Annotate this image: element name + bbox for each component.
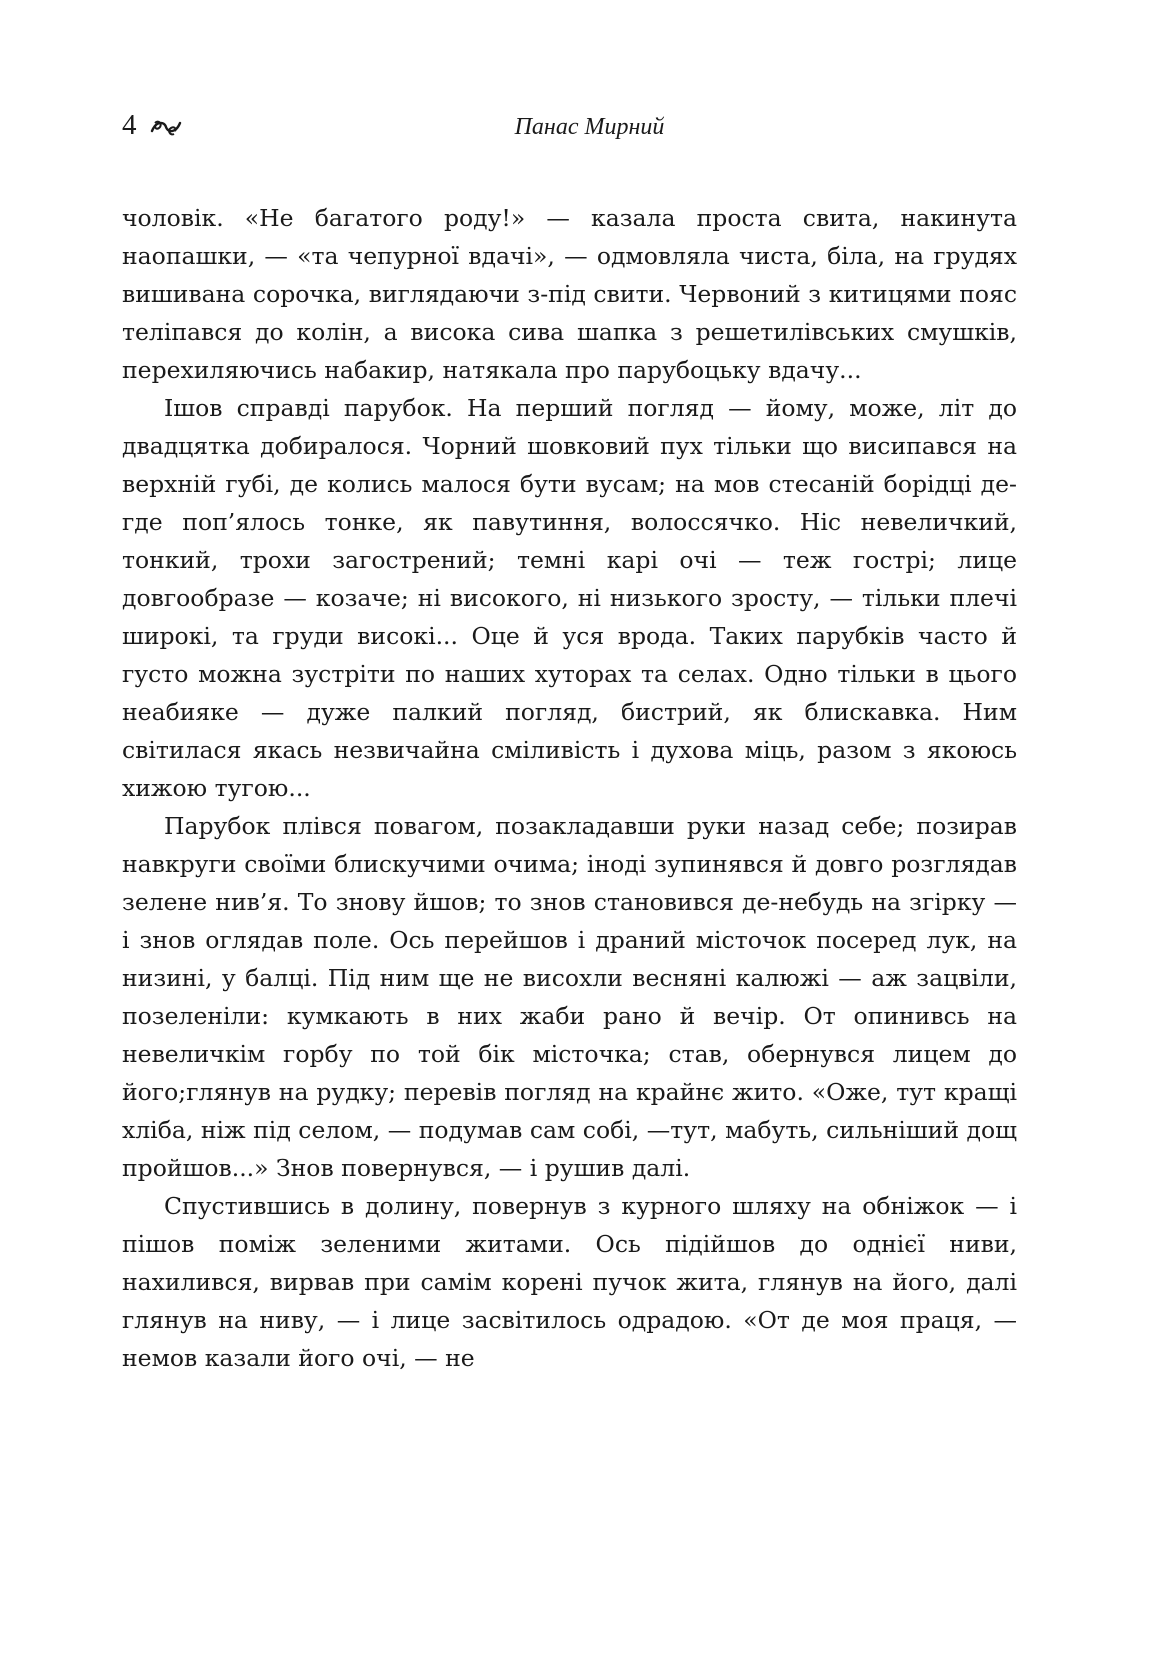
page-number: 4 xyxy=(122,109,137,141)
paragraph: Ішов справді парубок. На перший погляд — йому, може, літ до двадцятка добиралося. Чорний шовковий пух тільки що висипався на верхній губі, де колись малося бути вусам; на мов стесаній борідці де-где поп’ялось тонке, як павутиння, волоссячко. Ніс невеличкий, тонкий, трохи загострений; темні карі очі — теж гострі; лице довгообразе — козаче; ні високого, ні низького зросту, — тільки плечі широкі, та груди високі... Оце й уся врода. Таких парубків часто й густо можна зустріти по наших хуторах та селах. Одно тільки в цього неабияке — дуже палкий погляд, бистрий, як блискавка. Ним світилася якась незвичайна сміливість і духова міць, разом з якоюсь хижою тугою... xyxy=(122,394,1017,802)
paragraph: Парубок плівся повагом, позакладавши руки назад себе; позирав навкруги своїми блискучими очима; іноді зупинявся й довго розглядав зелене нив’я. То знову йшов; то знов становився де-небудь на згірку — і знов оглядав поле. Ось перейшов і драний місточок посеред лук, на низині, у балці. Під ним ще не висохли весняні калюжі — аж зацвіли, позеленіли: кумкають в них жаби рано й вечір. От опинивсь на невеличкім горбу по той бік місточка; став, обернувся лицем до його;глянув на рудку; перевів погляд на крайнє жито. «Оже, тут кращі хліба, ніж під селом, — подумав сам собі, —тут, мабуть, сильніший дощ пройшов...» Знов повернувся, — і рушив далі. xyxy=(122,812,1017,1182)
page-header xyxy=(122,108,1017,148)
paragraph: чоловік. «Не багатого роду!» — казала проста свита, накинута наопашки, — «та чепурної вдачі», — одмовляла чиста, біла, на грудях вишивана сорочка, виглядаючи з-під свити. Червоний з китицями пояс теліпався до колін, а висока сива шапка з решетилівських смушків, перехиляючись набакир, натякала про парубоцьку вдачу... xyxy=(122,204,1017,384)
page-body xyxy=(122,199,1017,1377)
paragraph: Спустившись в долину, повернув з курного шляху на обніжок — і пішов поміж зеленими житами. Ось підійшов до однієї ниви, нахилився, вирвав при самім корені пучок жита, глянув на його, далі глянув на ниву, — і лице засвітилось одрадою. «От де моя праця, — немов казали його очі, — не xyxy=(122,1192,1017,1372)
running-head: Панас Мирний xyxy=(514,114,665,140)
